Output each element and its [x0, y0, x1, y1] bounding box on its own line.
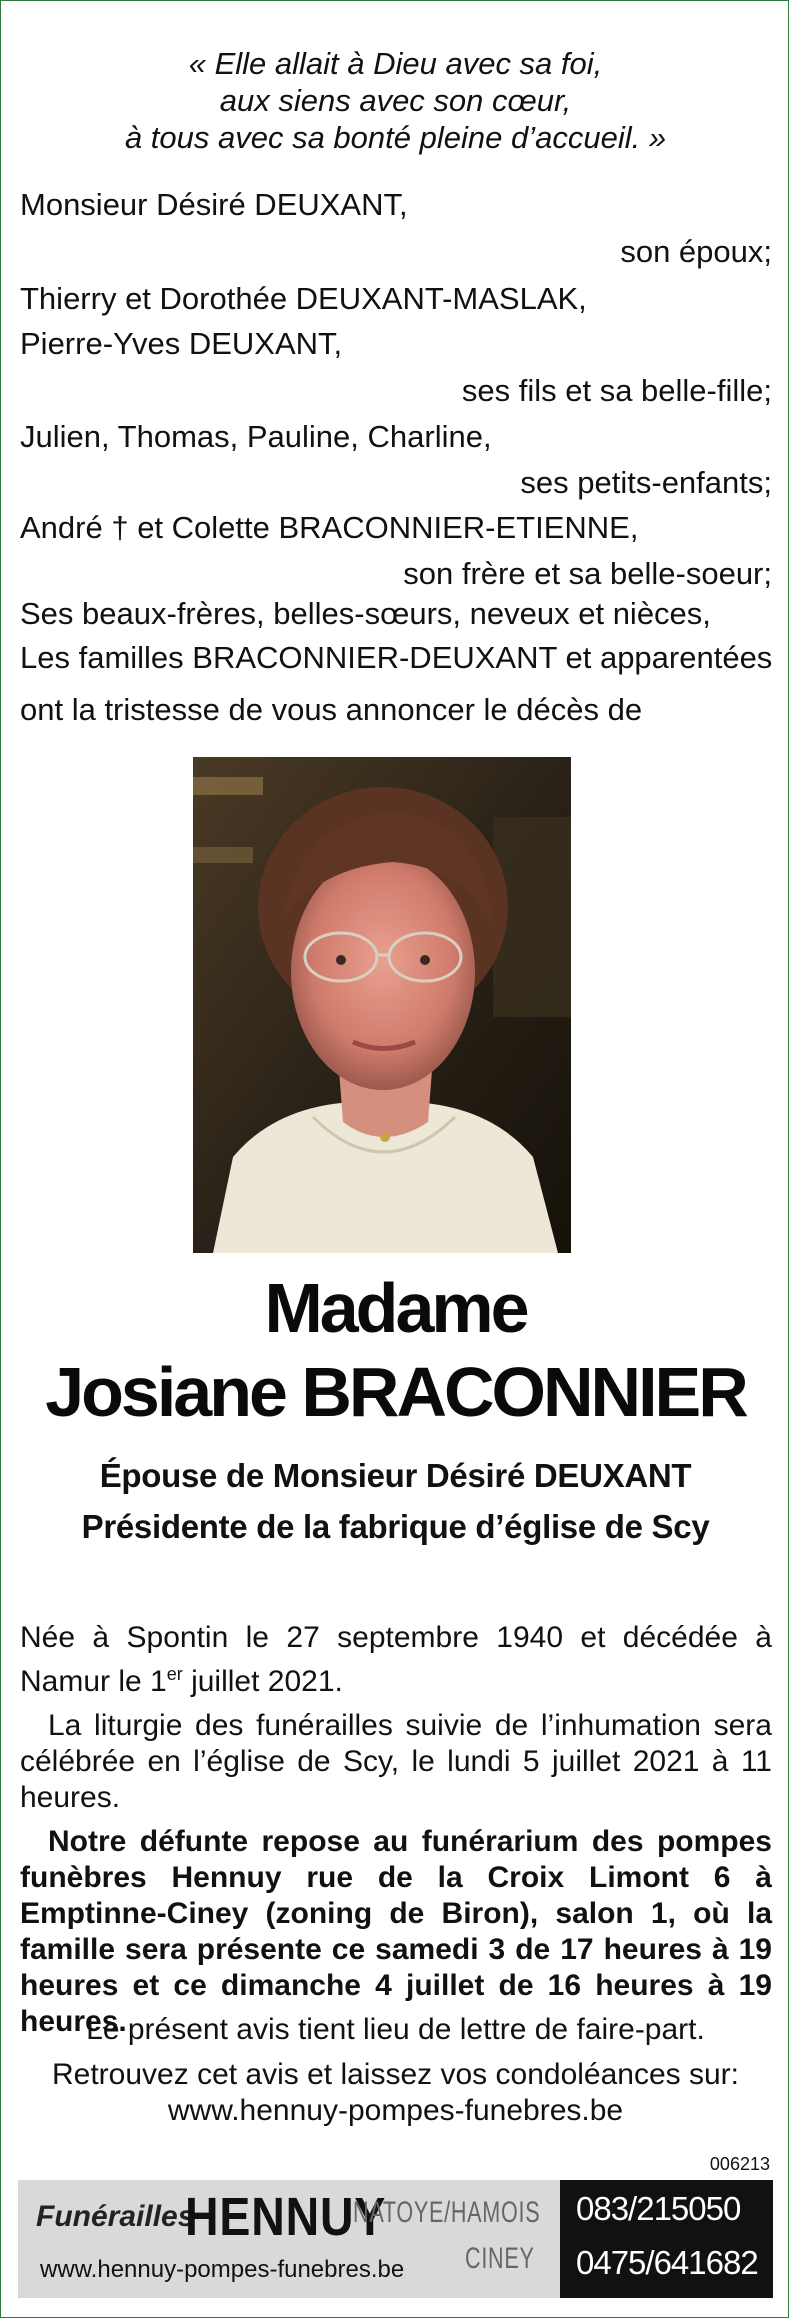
banner-location-2: CINEY: [465, 2242, 535, 2275]
deceased-role-spouse: Épouse de Monsieur Désiré DEUXANT: [99, 1457, 692, 1494]
quote-line: « Elle allait à Dieu avec sa foi,: [188, 46, 603, 81]
birth-death-paragraph: [20, 1620, 772, 1700]
deceased-title: Madame: [264, 1269, 527, 1347]
announcement-line: ont la tristesse de vous annoncer le décès de: [20, 692, 643, 727]
condolences-website-link[interactable]: www.hennuy-pompes-funebres.be: [167, 2094, 624, 2127]
family-line: Les familles BRACONNIER-DEUXANT et apparentées: [20, 640, 773, 675]
banner-brand-logo: HENNUY: [185, 2187, 387, 2247]
family-line: Pierre-Yves DEUXANT,: [20, 326, 343, 361]
birth-death-text: Née à Spontin le 27 septembre 1940 et décédée à Namur le 1: [20, 1621, 772, 1698]
portrait-photo: [193, 757, 571, 1253]
epigraph-quote: [0, 45, 791, 156]
family-relation: ses petits-enfants;: [520, 465, 772, 500]
family-relation: son frère et sa belle-soeur;: [403, 556, 772, 591]
banner-logo-area: [18, 2180, 560, 2298]
banner-phone-1[interactable]: 083/215050: [576, 2190, 741, 2227]
banner-funerailles: Funérailles: [36, 2200, 195, 2233]
notice-statement: Le présent avis tient lieu de lettre de faire-part.: [86, 2013, 705, 2046]
banner-website-link[interactable]: www.hennuy-pompes-funebres.be: [40, 2256, 405, 2283]
family-line: Thierry et Dorothée DEUXANT-MASLAK,: [20, 281, 587, 316]
ordinal-suffix: er: [166, 1664, 183, 1684]
portrait-illustration: [193, 757, 571, 1253]
condolences-line: Retrouvez cet avis et laissez vos condoléances sur:: [52, 2058, 739, 2091]
family-line: Julien, Thomas, Pauline, Charline,: [20, 419, 492, 454]
family-line: Ses beaux-frères, belles-sœurs, neveux et nièces,: [20, 596, 711, 631]
repose-paragraph: [20, 1824, 772, 2040]
reference-number: 006213: [709, 2154, 770, 2174]
quote-line: aux siens avec son cœur,: [219, 83, 572, 118]
family-line: Monsieur Désiré DEUXANT,: [20, 187, 408, 222]
repose-text: Notre défunte repose au funérarium des pompes funèbres Hennuy rue de la Croix Limont 6 à Emptinne-Ciney (zoning de Biron), salon 1, où la famille sera présente ce samedi 3 de 17 heures à 19 heures et ce dimanche 4 juillet de 16 heures à 19 heures.: [20, 1825, 772, 2038]
liturgy-paragraph: La liturgie des funérailles suivie de l’inhumation sera célébrée en l’église de Scy, le lundi 5 juillet 2021 à 11 heures.: [20, 1709, 772, 1814]
birth-death-date: juillet 2021.: [182, 1665, 343, 1698]
banner-phone-2[interactable]: 0475/641682: [576, 2244, 758, 2281]
quote-line: à tous avec sa bonté pleine d’accueil. »: [124, 120, 667, 155]
deceased-name: Josiane BRACONNIER: [45, 1353, 746, 1431]
family-relation: ses fils et sa belle-fille;: [461, 373, 772, 408]
notice-body: [20, 1620, 772, 2040]
banner-phone-area: [560, 2180, 773, 2298]
family-line: André † et Colette BRACONNIER-ETIENNE,: [20, 510, 639, 545]
family-relation: son époux;: [620, 234, 772, 269]
funeral-home-banner: [18, 2180, 773, 2298]
banner-location-1: NATOYE/HAMOIS: [353, 2196, 541, 2229]
deceased-role-church: Présidente de la fabrique d’église de Scy: [81, 1508, 710, 1545]
